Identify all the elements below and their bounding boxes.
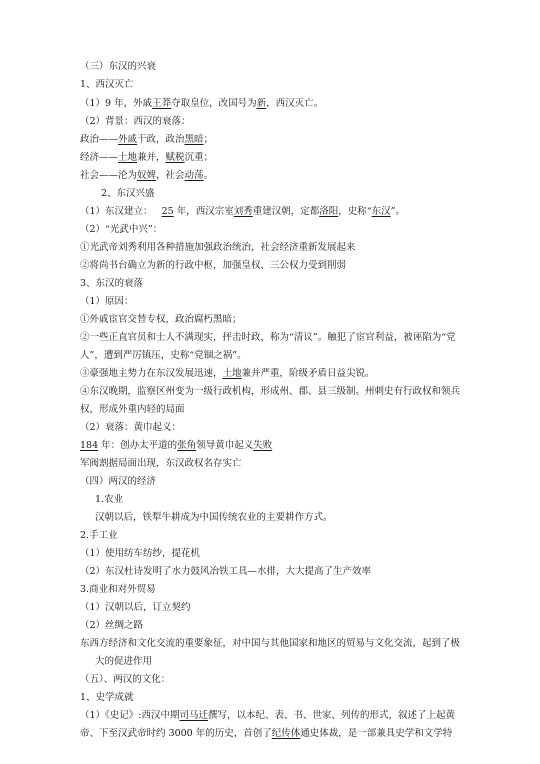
text-line: （1）使用纺车纺纱，提花机: [80, 548, 201, 559]
section-heading-han-economy: （四）两汉的经济: [80, 476, 157, 487]
text-line: ④东汉晚期，监察区州变为一级行政机构，形成州、郡、县三级制。州刺史有行政权和领兵: [80, 386, 461, 397]
text-line: （1）东汉建立： 25 年，西汉宗室刘秀重建汉朝，定都洛阳，史称“东汉”。: [80, 206, 406, 217]
text-line: 人”，遭到严厉镇压，史称“党锢之祸”。: [80, 350, 247, 361]
subheading-eastern-han-decline: 3、东汉的衰落: [80, 278, 144, 289]
text-line: （1）《史记》:西汉中期司马迁撰写，以本纪、表、书、世家、列传的形式，叙述了上起黄: [80, 710, 456, 721]
text-line: 184 年：创办太平道的张角领导黄巾起义失败: [80, 440, 273, 451]
text-line: 帝、下至汉武帝时约 3000 年的历史，首创了纪传体通史体裁，是一部兼具史学和文学特: [80, 728, 453, 739]
text-line: 政治——外戚干政，政治黑暗；: [80, 134, 214, 145]
text-line: （2）丝绸之路: [80, 620, 144, 631]
subheading-eastern-han-rise: 2、东汉兴盛: [101, 188, 155, 199]
text-line: （2）衰落：黄巾起义：: [80, 422, 182, 433]
text-line: （2）背景：西汉的衰落：: [80, 116, 191, 127]
text-line: ①光武帝刘秀利用各种措施加强政治统治，社会经济重新发展起来: [80, 242, 356, 253]
subheading-historiography: 1、史学成就: [80, 692, 134, 703]
text-line: 经济——土地兼并，赋税沉重；: [80, 152, 214, 163]
text-line: （1）9 年，外戚王莽夺取皇位，改国号为新，西汉灭亡。: [80, 98, 324, 109]
text-line: 东西方经济和文化交流的重要象征，对中国与其他国家和地区的贸易与文化交流，起到了极: [80, 638, 461, 649]
text-line: 军阀割据局面出现，东汉政权名存实亡: [80, 458, 242, 469]
text-line: 社会——沦为奴婢，社会动荡。: [80, 170, 214, 181]
text-line: （1）汉朝以后，订立契约: [80, 602, 191, 613]
text-line: ②一些正直官员和士人不满现实，抨击时政，称为“清议”。触犯了宦官利益，被诬陷为“党: [80, 332, 456, 343]
text-line: ①外戚宦官交替专权，政治腐朽黑暗；: [80, 314, 242, 325]
text-line: ③豪强地主势力在东汉发展迅速，土地兼并严重，阶级矛盾日益尖锐。: [80, 368, 375, 379]
text-line: ②将尚书台确立为新的行政中枢，加强皇权，三公权力受到削弱: [80, 260, 347, 271]
subheading-western-han-fall: 1、西汉灭亡: [80, 79, 134, 90]
subheading-commerce-trade: 3.商业和对外贸易: [80, 584, 156, 595]
section-heading-han-culture: （五）、两汉的文化：: [80, 674, 171, 685]
subheading-handicraft: 2.手工业: [80, 530, 118, 541]
text-line: （1）原因：: [80, 296, 134, 307]
text-line: 大的促进作用: [95, 656, 153, 667]
text-line: 权，形成外重内轻的局面: [80, 404, 185, 415]
subheading-agriculture: 1.农业: [95, 494, 124, 505]
text-line: （2）“光武中兴”：: [80, 224, 163, 235]
text-line: 汉朝以后，铁犁牛耕成为中国传统农业的主要耕作方式。: [95, 512, 333, 523]
section-heading-eastern-han: （三）东汉的兴衰: [80, 61, 157, 72]
text-line: （2）东汉杜诗发明了水力鼓风冶铁工具—水排，大大提高了生产效率: [80, 566, 372, 577]
